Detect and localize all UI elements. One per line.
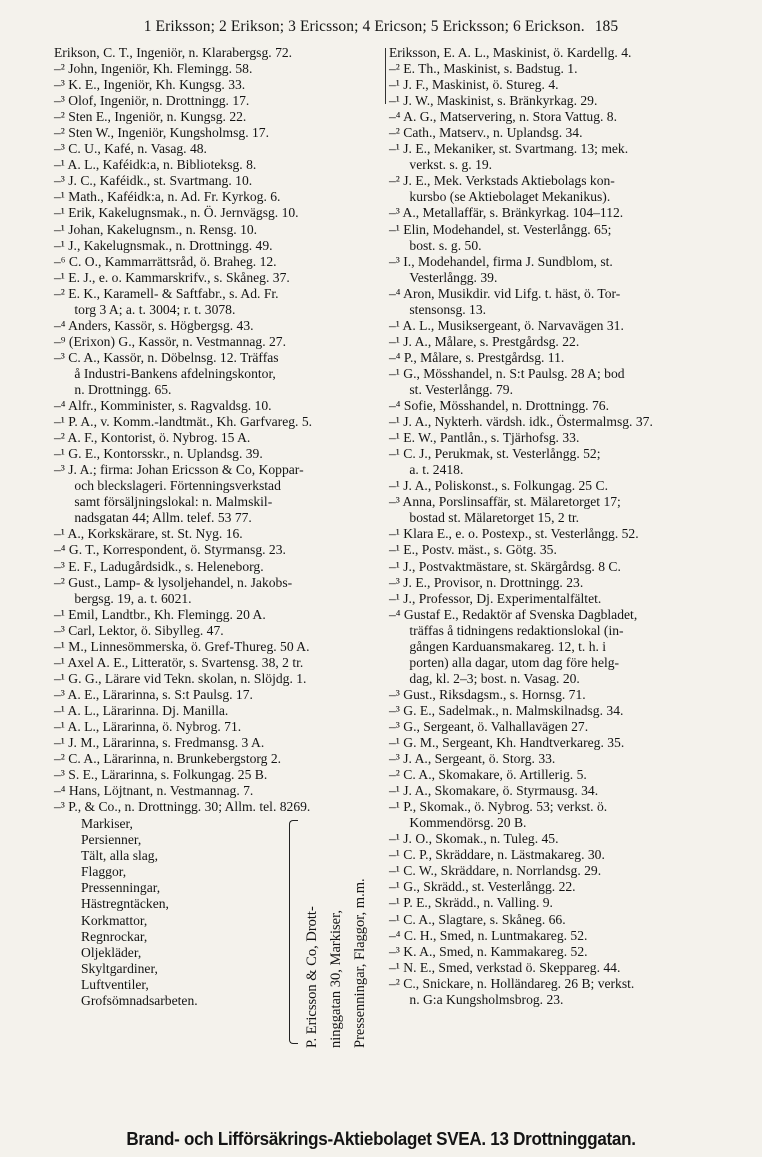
- directory-entry: bostad st. Mälaretorget 15, 2 tr.: [389, 510, 580, 526]
- directory-entry: –⁴ Anders, Kassör, s. Högbergsg. 43.: [54, 317, 254, 333]
- directory-entry: kursbo (se Aktiebolaget Mekanikus).: [389, 189, 611, 205]
- directory-entry: stensonsg. 13.: [389, 301, 487, 317]
- directory-entry: –¹ Axel A. E., Litteratör, s. Svartensg. 38, 2 tr.: [54, 654, 304, 670]
- directory-entry: –² C. A., Skomakare, ö. Artillerig. 5.: [389, 767, 587, 783]
- directory-entry: –¹ P. E., Skrädd., n. Valling. 9.: [389, 895, 553, 911]
- advertisement-item: Flaggor,: [81, 864, 127, 880]
- directory-entry: bost. s. g. 50.: [389, 237, 482, 253]
- directory-entry: –³ G., Sergeant, ö. Valhallavägen 27.: [389, 718, 589, 734]
- directory-entry: –¹ M., Linnesömmerska, ö. Gref-Thureg. 50 A.: [54, 638, 310, 654]
- directory-entry: n. Drottningg. 65.: [54, 381, 172, 397]
- advertisement-vertical-text: [326, 816, 348, 1052]
- directory-entry: –¹ J. A., Nykterh. värdsh. idk., Östermalmsg. 37.: [389, 414, 653, 430]
- directory-entry: –² Sten W., Ingeniör, Kungsholmsg. 17.: [54, 125, 269, 141]
- directory-entry: –¹ C. P., Skräddare, n. Lästmakareg. 30.: [389, 847, 605, 863]
- directory-entry: –¹ G. G., Lärare vid Tekn. skolan, n. Slöjdg. 1.: [54, 670, 307, 686]
- directory-entry: n. G:a Kungsholmsbrog. 23.: [389, 991, 564, 1007]
- directory-entry: –² Sten E., Ingeniör, n. Kungsg. 22.: [54, 109, 247, 125]
- advertisement-vertical-label: Pressenningar, Flaggor, m.m.: [352, 878, 368, 1049]
- left-column: [54, 45, 384, 1056]
- directory-entry: –⁴ Sofie, Mösshandel, n. Drottningg. 76.: [389, 398, 609, 414]
- directory-entry: dag, kl. 2–3; bost. n. Vasag. 20.: [389, 670, 580, 686]
- directory-entry: –¹ Erik, Kakelugnsmak., n. Ö. Jernvägsg. 10.: [54, 205, 299, 221]
- directory-entry: porten) alla dagar, utom dag före helg-: [389, 654, 620, 670]
- directory-entry: nadsgatan 44; Allm. telef. 53 77.: [54, 510, 252, 526]
- directory-entry: –² E. K., Karamell- & Saftfabr., s. Ad. Fr.: [54, 285, 279, 301]
- directory-entry: å Industri-Bankens afdelningskontor,: [54, 365, 276, 381]
- directory-entry: bergsg. 19, a. t. 6021.: [54, 590, 192, 606]
- directory-entry: –¹ G., Skrädd., st. Vesterlångg. 22.: [389, 879, 576, 895]
- directory-entry: träffas å tidningens redaktionslokal (in-: [389, 622, 624, 638]
- directory-entry: –¹ C. W., Skräddare, n. Norrlandsg. 29.: [389, 863, 602, 879]
- advertisement-item: Luftventiler,: [81, 976, 149, 992]
- directory-entry: –³ Carl, Lektor, ö. Sibylleg. 47.: [54, 622, 224, 638]
- directory-entry: –¹ J. A., Målare, s. Prestgårdsg. 22.: [389, 333, 580, 349]
- advertisement-item: Persienner,: [81, 832, 142, 848]
- directory-entry: –² John, Ingeniör, Kh. Flemingg. 58.: [54, 61, 253, 77]
- directory-entry: –¹ J. M., Lärarinna, s. Fredmansg. 3 A.: [54, 735, 265, 751]
- advertisement-block: [54, 816, 384, 1056]
- directory-entry: –¹ C. A., Slagtare, s. Skåneg. 66.: [389, 911, 566, 927]
- directory-entry: –³ E. F., Ladugårdsidk., s. Heleneborg.: [54, 558, 264, 574]
- advertisement-vertical-label: ninggatan 30, Markiser,: [328, 910, 344, 1049]
- directory-entry: –⁴ Alfr., Komminister, s. Ragvaldsg. 10.: [54, 398, 272, 414]
- directory-entry: –¹ Math., Kaféidk:a, n. Ad. Fr. Kyrkog. 6.: [54, 189, 281, 205]
- directory-entry: –³ Olof, Ingeniör, n. Drottningg. 17.: [54, 93, 250, 109]
- svea-banner: Brand- och Lifförsäkrings-Aktiebolaget SVEA. 13 Drottninggatan.: [126, 1128, 636, 1149]
- directory-entry: torg 3 A; a. t. 3004; r. t. 3078.: [54, 301, 236, 317]
- directory-entry: –¹ A., Korkskärare, st. St. Nyg. 16.: [54, 526, 243, 542]
- directory-entry: –¹ E., Postv. mäst., s. Götg. 35.: [389, 542, 557, 558]
- advertisement-item: Regnrockar,: [81, 928, 148, 944]
- column-divider: [385, 48, 386, 104]
- directory-entry: –³ C. U., Kafé, n. Vasag. 48.: [54, 141, 207, 157]
- advertisement-item: Grofsömnadsarbeten.: [81, 992, 198, 1008]
- directory-entry: –³ A., Metallaffär, s. Bränkyrkag. 104–112.: [389, 205, 624, 221]
- directory-entry: –¹ G. E., Kontorsskr., n. Uplandsg. 39.: [54, 446, 263, 462]
- directory-entry: –¹ G., Mösshandel, n. S:t Paulsg. 28 A; bod: [389, 365, 625, 381]
- directory-entry: –¹ A. L., Musiksergeant, ö. Narvavägen 31.: [389, 317, 624, 333]
- directory-entry: –¹ J. A., Skomakare, ö. Styrmausg. 34.: [389, 783, 599, 799]
- advertisement-item: Pressenningar,: [81, 880, 161, 896]
- directory-entry: –³ C. A., Kassör, n. Döbelnsg. 12. Träffas: [54, 349, 279, 365]
- directory-entry: –⁴ A. G., Matservering, n. Stora Vattug. 8.: [389, 109, 618, 125]
- directory-entry: –³ J. A.; firma: Johan Ericsson & Co, Koppar-: [54, 462, 304, 478]
- page-number: 185: [594, 18, 619, 35]
- directory-entry: –³ S. E., Lärarinna, s. Folkungag. 25 B.: [54, 767, 268, 783]
- directory-entry: –¹ J., Kakelugnsmak., n. Drottningg. 49.: [54, 237, 273, 253]
- directory-entry: –¹ Johan, Kakelugnsm., n. Rensg. 10.: [54, 221, 258, 237]
- directory-entry: –¹ C. J., Perukmak, st. Vesterlångg. 52;: [389, 446, 601, 462]
- directory-entry: Eriksson, E. A. L., Maskinist, ö. Kardellg. 4.: [389, 45, 632, 60]
- page-header: [0, 18, 762, 36]
- directory-entry: –³ K. E., Ingeniör, Kh. Kungsg. 33.: [54, 77, 246, 93]
- directory-entry: Erikson, C. T., Ingeniör, n. Klarabergsg. 72.: [54, 45, 293, 60]
- directory-entry: –¹ J. A., Poliskonst., s. Folkungag. 25 C.: [389, 478, 608, 494]
- directory-entry: gången Karduansmakareg. 12, t. h. i: [389, 638, 607, 654]
- advertisement-item: Tält, alla slag,: [81, 848, 159, 864]
- directory-entry: a. t. 2418.: [389, 462, 464, 478]
- directory-entry: –¹ A. L., Kaféidk:a, n. Biblioteksg. 8.: [54, 157, 257, 173]
- directory-entry: –¹ J. E., Mekaniker, st. Svartmang. 13; mek.: [389, 141, 629, 157]
- directory-entry: och bleckslageri. Förtenningsverkstad: [54, 478, 281, 494]
- advertisement-item: Hästregntäcken,: [81, 896, 169, 912]
- directory-entry: –⁶ C. O., Kammarrättsråd, ö. Braheg. 12.: [54, 253, 277, 269]
- directory-entry: –¹ Klara E., e. o. Postexp., st. Vesterlångg. 52.: [389, 526, 639, 542]
- directory-entry: –¹ A. L., Lärarinna. Dj. Manilla.: [54, 702, 229, 718]
- advertisement-item: Korkmattor,: [81, 912, 148, 928]
- directory-entry: –¹ J. F., Maskinist, ö. Stureg. 4.: [389, 77, 559, 93]
- directory-entry: –³ J. E., Provisor, n. Drottningg. 23.: [389, 574, 584, 590]
- directory-entry: Vesterlångg. 39.: [389, 269, 498, 285]
- directory-entry: –¹ A. L., Lärarinna, ö. Nybrog. 71.: [54, 718, 242, 734]
- directory-entry: –³ I., Modehandel, firma J. Sundblom, st.: [389, 253, 613, 269]
- directory-entry: –¹ E. J., e. o. Kammarskrifv., s. Skåneg. 37.: [54, 269, 290, 285]
- directory-entry: –¹ J., Postvaktmästare, st. Skärgårdsg. 8 C.: [389, 558, 621, 574]
- directory-entry: –³ A. E., Lärarinna, s. S:t Paulsg. 17.: [54, 686, 253, 702]
- directory-entry: –⁹ (Erixon) G., Kassör, n. Vestmannag. 27.: [54, 333, 286, 349]
- directory-entry: –² E. Th., Maskinist, s. Badstug. 1.: [389, 61, 578, 77]
- directory-entry: –¹ Elin, Modehandel, st. Vesterlångg. 65;: [389, 221, 612, 237]
- directory-entry: –¹ P., Skomak., ö. Nybrog. 53; verkst. ö.: [389, 799, 608, 815]
- directory-entry: Kommendörsg. 20 B.: [389, 815, 527, 831]
- directory-entry: –³ G. E., Sadelmak., n. Malmskilnadsg. 34.: [389, 702, 624, 718]
- directory-entry: –³ J. A., Sergeant, ö. Storg. 33.: [389, 751, 556, 767]
- directory-entry: verkst. s. g. 19.: [389, 157, 493, 173]
- directory-entry: –² Gust., Lamp- & lysoljehandel, n. Jakobs-: [54, 574, 293, 590]
- directory-entry: –¹ J. W., Maskinist, s. Bränkyrkag. 29.: [389, 93, 598, 109]
- directory-entry: –¹ N. E., Smed, verkstad ö. Skeppareg. 44.: [389, 959, 621, 975]
- advertisement-vertical-label: P. Ericsson & Co, Drott-: [304, 906, 320, 1049]
- directory-entry: –³ Gust., Riksdagsm., s. Hornsg. 71.: [389, 686, 586, 702]
- directory-entry: –³ J. C., Kaféidk., st. Svartmang. 10.: [54, 173, 253, 189]
- directory-entry: –¹ G. M., Sergeant, Kh. Handtverkareg. 35.: [389, 735, 625, 751]
- directory-entry: –¹ Emil, Landtbr., Kh. Flemingg. 20 A.: [54, 606, 266, 622]
- advertisement-item: Skyltgardiner,: [81, 960, 158, 976]
- directory-entry: –⁴ C. H., Smed, n. Luntmakareg. 52.: [389, 927, 588, 943]
- advertisement-item: Markiser,: [81, 816, 133, 832]
- directory-entry: –³ Anna, Porslinsaffär, st. Mälaretorget 17;: [389, 494, 621, 510]
- directory-entry: –² C. A., Lärarinna, n. Brunkebergstorg 2.: [54, 751, 282, 767]
- advertisement-vertical-text: [302, 816, 324, 1052]
- directory-entry: –¹ E. W., Pantlån., s. Tjärhofsg. 33.: [389, 430, 580, 446]
- advertisement-brace: [289, 820, 298, 1044]
- directory-entry: –³ P., & Co., n. Drottningg. 30; Allm. tel. 8269.: [54, 799, 311, 815]
- directory-entry: –² C., Snickare, n. Holländareg. 26 B; verkst.: [389, 975, 635, 991]
- advertisement-item: Oljekläder,: [81, 944, 142, 960]
- advertisement-items: [81, 816, 198, 1009]
- directory-entry: –² A. F., Kontorist, ö. Nybrog. 15 A.: [54, 430, 251, 446]
- directory-entry: –⁴ Aron, Musikdir. vid Lifg. t. häst, ö. Tor-: [389, 285, 621, 301]
- directory-entry: –⁴ Gustaf E., Redaktör af Svenska Dagbladet,: [389, 606, 638, 622]
- directory-entry: –³ K. A., Smed, n. Kammakareg. 52.: [389, 943, 588, 959]
- directory-entry: –² J. E., Mek. Verkstads Aktiebolags kon-: [389, 173, 615, 189]
- directory-entry: –⁴ Hans, Löjtnant, n. Vestmannag. 7.: [54, 783, 254, 799]
- directory-entry: samt försäljningslokal: n. Malmskil-: [54, 494, 273, 510]
- header-text: 1 Eriksson; 2 Erikson; 3 Ericsson; 4 Ericson; 5 Ericksson; 6 Erickson.: [143, 18, 585, 35]
- directory-entry: st. Vesterlångg. 79.: [389, 381, 513, 397]
- directory-entry: –¹ J., Professor, Dj. Experimentalfältet.: [389, 590, 602, 606]
- directory-entry: –⁴ P., Målare, s. Prestgårdsg. 11.: [389, 349, 565, 365]
- directory-entry: –¹ P. A., v. Komm.-landtmät., Kh. Garfvareg. 5.: [54, 414, 313, 430]
- directory-entry: –⁴ G. T., Korrespondent, ö. Styrmansg. 23.: [54, 542, 286, 558]
- directory-entry: –¹ J. O., Skomak., n. Tuleg. 45.: [389, 831, 559, 847]
- advertisement-vertical-text: [350, 816, 372, 1052]
- right-column: [389, 45, 729, 1008]
- directory-entry: –² Cath., Matserv., n. Uplandsg. 34.: [389, 125, 583, 141]
